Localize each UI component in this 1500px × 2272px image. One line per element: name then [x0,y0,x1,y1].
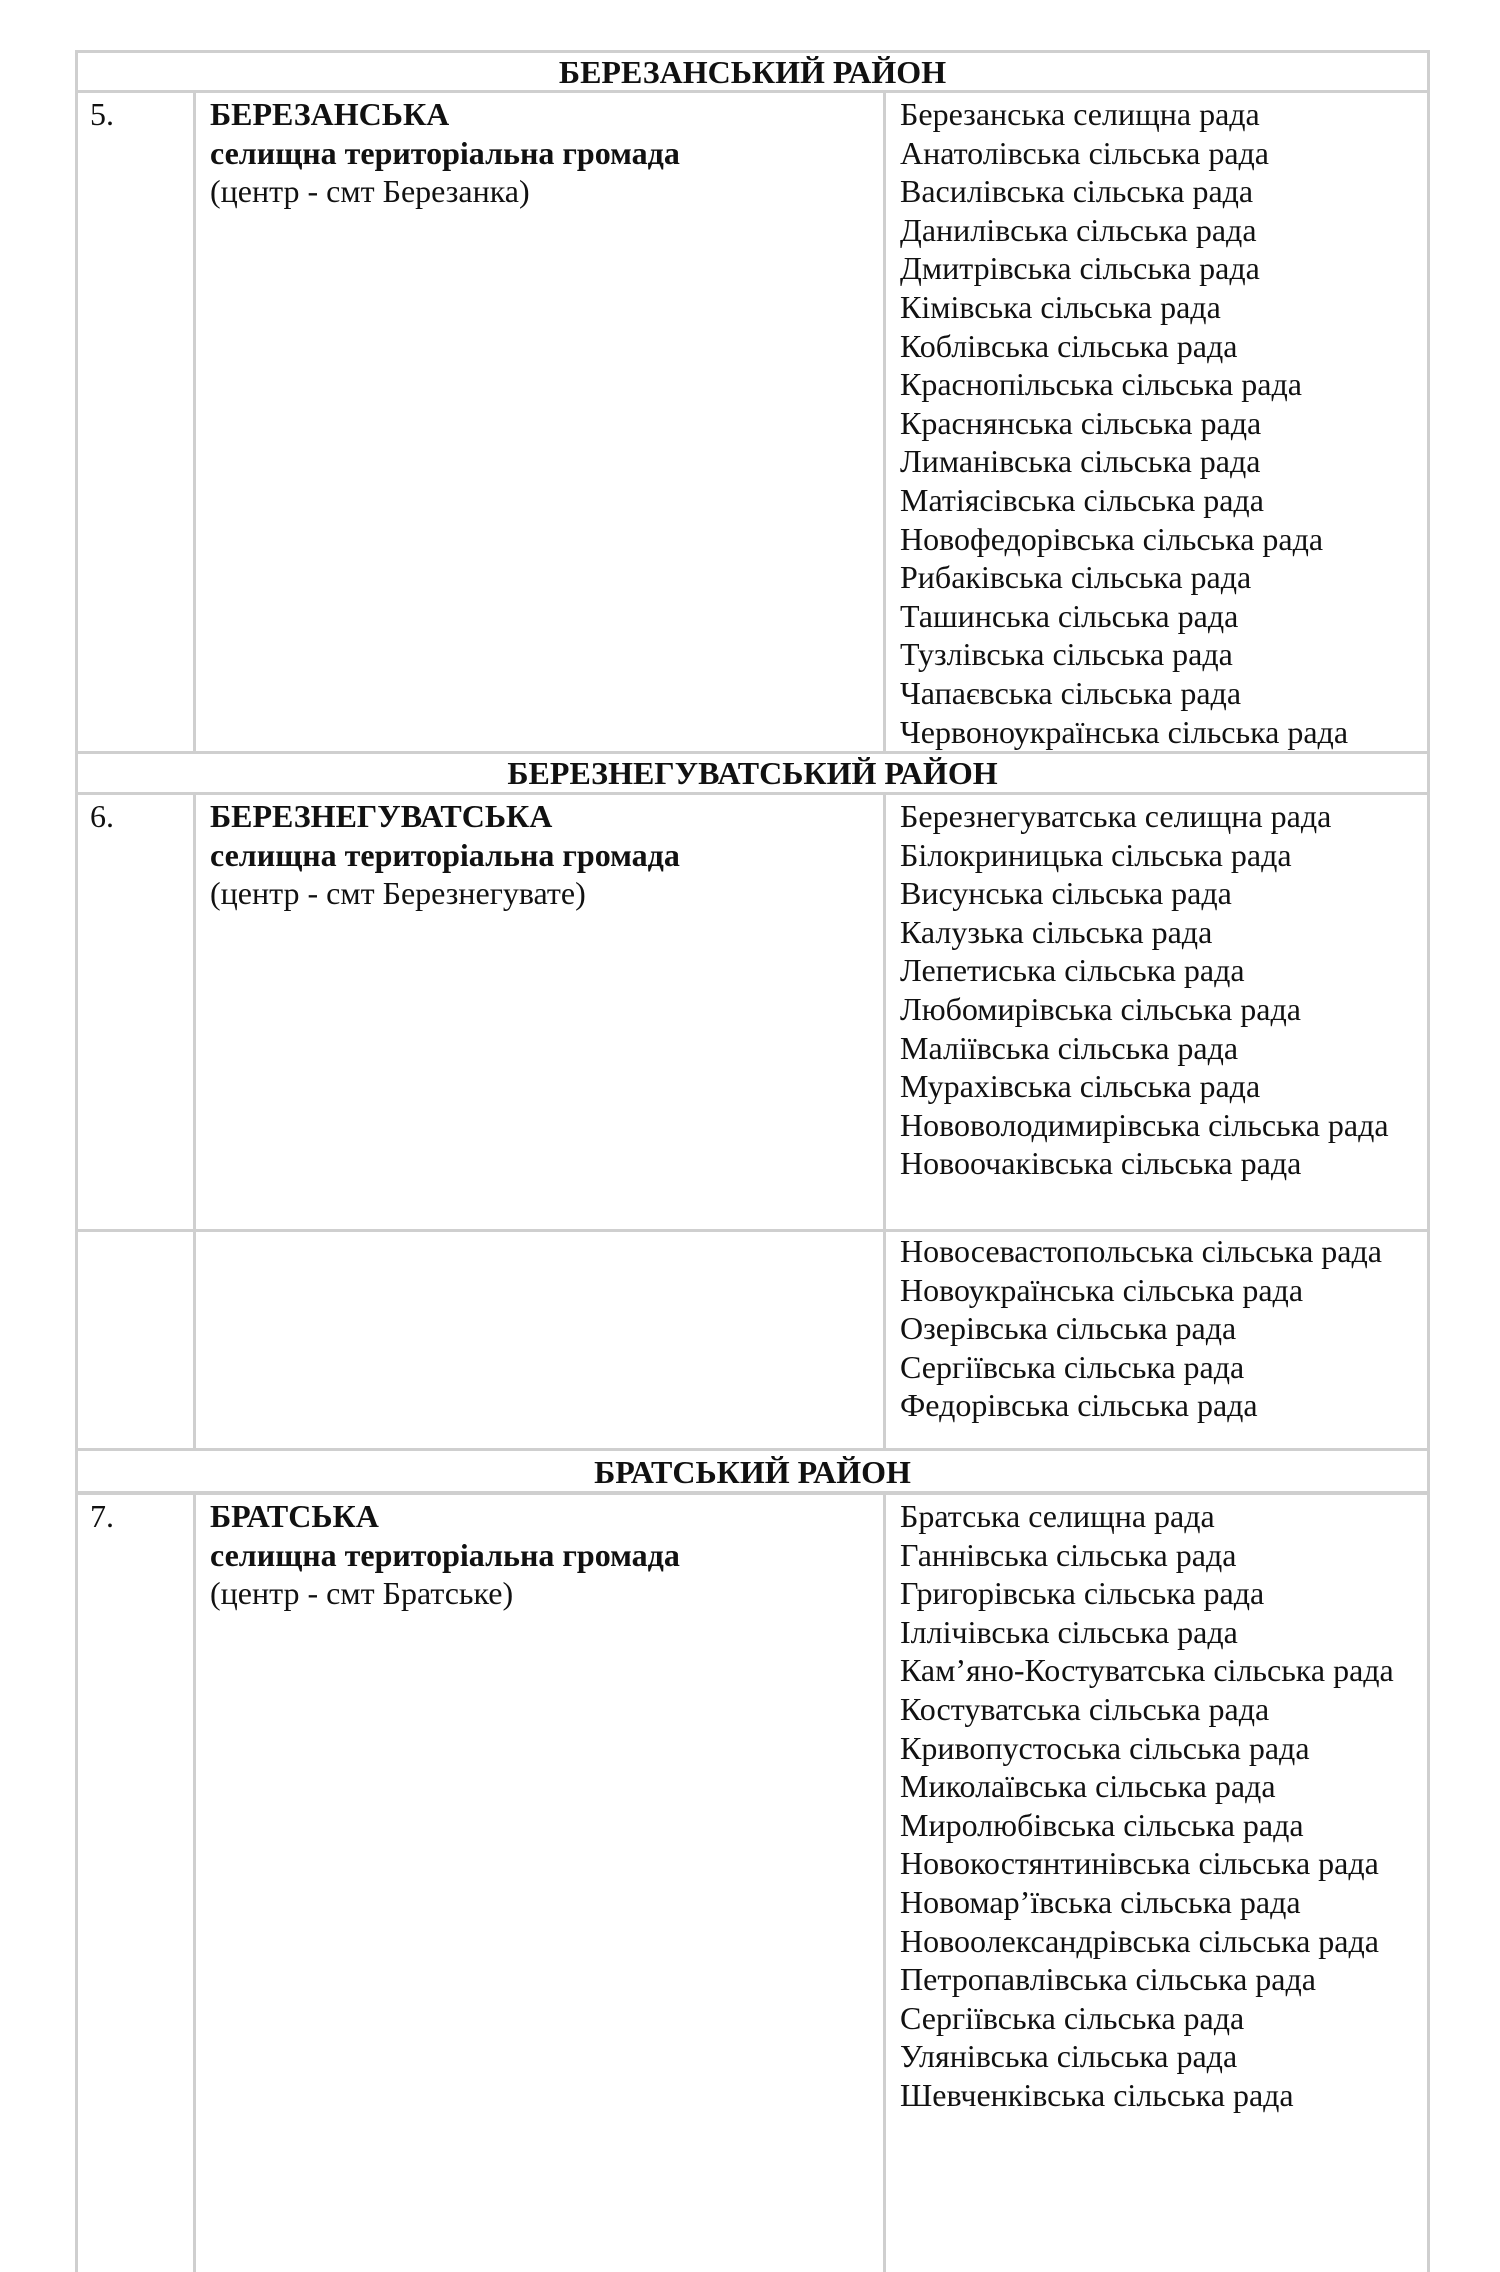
council-item: Анатолівська сільська рада [900,134,1269,171]
community-row [75,90,1430,754]
council-item: Березнегуватська селищна рада [900,798,1332,834]
council-item: Новосевастопольська сільська рада [900,1233,1382,1269]
community-type: селищна територіальна громада [210,836,680,873]
council-item: Новоочаківська сільська рада [900,1145,1302,1182]
community-row [75,792,1430,1232]
councils-list [886,1232,1427,1448]
council-item: Новофедорівська сільська рада [900,520,1324,557]
council-item: Лиманівська сільська рада [900,443,1261,480]
community-name: БЕРЕЗНЕГУВАТСЬКА [210,798,553,834]
councils-list [886,1495,1427,2272]
council-item: Новоукраїнська сільська рада [900,1271,1304,1308]
council-item: Миролюбівська сільська рада [900,1806,1304,1843]
council-item: Новоолександрівська сільська рада [900,1922,1379,1959]
council-item: Коблівська сільська рада [900,327,1238,364]
council-item: Тузлівська сільська рада [900,636,1233,673]
council-item: Березанська селищна рада [900,96,1260,132]
community-row-continued [75,1229,1430,1451]
council-item: Петропавлівська сільська рада [900,1961,1316,1998]
community-center: (центр - смт Братське) [210,1575,514,1612]
council-item: Миколаївська сільська рада [900,1768,1276,1805]
council-item: Новомар’ївська сільська рада [900,1883,1301,1920]
community-cell [196,795,886,1229]
council-item: Краснопільська сільська рада [900,366,1302,403]
community-name: БЕРЕЗАНСЬКА [210,96,450,132]
row-number: 7. [78,1495,196,2272]
council-item: Мурахівська сільська рада [900,1068,1261,1105]
council-item: Григорівська сільська рада [900,1575,1265,1612]
council-item: Лепетиська сільська рада [900,952,1245,989]
council-item: Нововолодимирівська сільська рада [900,1106,1389,1143]
council-item: Дмитрівська сільська рада [900,250,1260,287]
community-cell [196,93,886,751]
row-number: 6. [78,795,196,1229]
community-row [75,1492,1430,2272]
row-number-empty [78,1232,196,1448]
council-item: Кімівська сільська рада [900,288,1221,325]
council-item: Червоноукраїнська сільська рада [900,713,1349,750]
district-header: БРАТСЬКИЙ РАЙОН [75,1448,1430,1494]
community-cell-empty [196,1232,886,1448]
council-item: Сергіївська сільська рада [900,1999,1245,2036]
council-item: Маліївська сільська рада [900,1029,1239,1066]
council-item: Шевченківська сільська рада [900,2076,1294,2113]
council-item: Василівська сільська рада [900,173,1254,210]
council-item: Федорівська сільська рада [900,1387,1258,1424]
community-type: селищна територіальна громада [210,1536,680,1573]
council-item: Іллічівська сільська рада [900,1613,1238,1650]
council-item: Висунська сільська рада [900,875,1232,912]
council-item: Сергіївська сільська рада [900,1348,1245,1385]
council-item: Любомирівська сільська рада [900,990,1301,1027]
councils-list [886,93,1427,751]
council-item: Ганнівська сільська рада [900,1536,1237,1573]
community-name: БРАТСЬКА [210,1498,379,1534]
council-item: Кривопустоська сільська рада [900,1729,1310,1766]
council-item: Ташинська сільська рада [900,597,1239,634]
council-item: Новокостянтинівська сільська рада [900,1845,1379,1882]
council-item: Рибаківська сільська рада [900,559,1252,596]
community-type: селищна територіальна громада [210,134,680,171]
council-item: Озерівська сільська рада [900,1310,1237,1347]
community-center: (центр - смт Березнегувате) [210,875,586,912]
council-item: Чапаєвська сільська рада [900,674,1242,711]
council-item: Улянівська сільська рада [900,2038,1238,2075]
council-item: Білокриницька сільська рада [900,836,1292,873]
councils-list [886,795,1427,1229]
community-center: (центр - смт Березанка) [210,173,530,210]
district-header: БЕРЕЗАНСЬКИЙ РАЙОН [75,50,1430,93]
community-cell [196,1495,886,2272]
council-item: Кам’яно-Костуватська сільська рада [900,1652,1394,1689]
district-header: БЕРЕЗНЕГУВАТСЬКИЙ РАЙОН [75,751,1430,795]
council-item: Калузька сільська рада [900,913,1213,950]
row-number: 5. [78,93,196,751]
council-item: Братська селищна рада [900,1498,1215,1534]
council-item: Краснянська сільська рада [900,404,1262,441]
council-item: Матіясівська сільська рада [900,481,1264,518]
council-item: Костуватська сільська рада [900,1690,1270,1727]
council-item: Данилівська сільська рада [900,211,1257,248]
